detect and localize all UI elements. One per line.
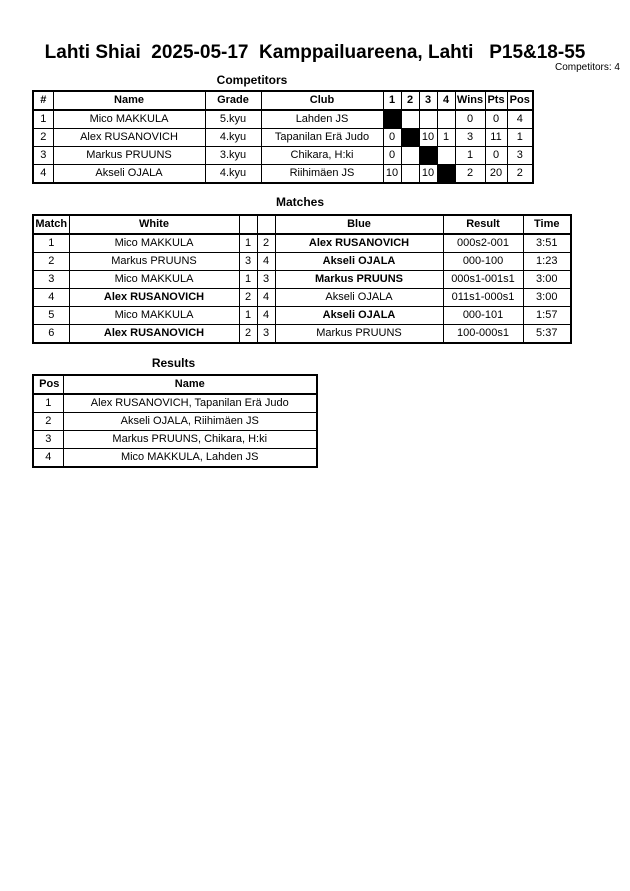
cell-score-2 — [401, 110, 419, 129]
cell-white-num: 2 — [239, 289, 257, 307]
col-header-1: 1 — [383, 91, 401, 110]
cell-blue-num: 4 — [257, 307, 275, 325]
matches-table — [32, 214, 572, 344]
col-header-white-num — [239, 215, 257, 234]
cell-white-num: 1 — [239, 271, 257, 289]
cell-white-name: Mico MAKKULA — [69, 234, 239, 253]
results-section-heading: Results — [151, 356, 196, 370]
cell-blue-name: Akseli OJALA — [275, 307, 443, 325]
cell-pos: 2 — [507, 165, 533, 184]
col-header-result: Result — [443, 215, 523, 234]
cell-name: Alex RUSANOVICH — [53, 129, 205, 147]
cell-pos: 3 — [507, 147, 533, 165]
cell-result: 000-101 — [443, 307, 523, 325]
cell-name: Akseli OJALA, Riihimäen JS — [63, 413, 317, 431]
cell-club: Riihimäen JS — [261, 165, 383, 184]
competitors-section-heading: Competitors — [216, 73, 288, 87]
cell-result: 011s1-000s1 — [443, 289, 523, 307]
cell-wins: 3 — [455, 129, 485, 147]
cell-match-num: 5 — [33, 307, 69, 325]
cell-pos: 2 — [33, 413, 63, 431]
col-header-white: White — [69, 215, 239, 234]
col-header-num: # — [33, 91, 53, 110]
cell-grade: 3.kyu — [205, 147, 261, 165]
cell-club: Tapanilan Erä Judo — [261, 129, 383, 147]
cell-diagonal — [437, 165, 455, 184]
competitors-header-row — [33, 91, 533, 110]
col-header-club: Club — [261, 91, 383, 110]
cell-score-1: 10 — [383, 165, 401, 184]
result-row — [33, 394, 317, 413]
col-header-grade: Grade — [205, 91, 261, 110]
cell-pts: 20 — [485, 165, 507, 184]
competitors-table — [32, 90, 534, 184]
cell-name: Alex RUSANOVICH, Tapanilan Erä Judo — [63, 394, 317, 413]
cell-result: 000s2-001 — [443, 234, 523, 253]
cell-blue-name: Markus PRUUNS — [275, 271, 443, 289]
cell-score-2 — [401, 147, 419, 165]
cell-blue-num: 2 — [257, 234, 275, 253]
cell-num: 2 — [33, 129, 53, 147]
cell-pos: 3 — [33, 431, 63, 449]
col-header-wins: Wins — [455, 91, 485, 110]
cell-white-name: Markus PRUUNS — [69, 253, 239, 271]
col-header-blue-num — [257, 215, 275, 234]
cell-blue-name: Markus PRUUNS — [275, 325, 443, 344]
cell-score-3: 10 — [419, 165, 437, 184]
cell-score-3: 10 — [419, 129, 437, 147]
cell-time: 1:57 — [523, 307, 571, 325]
cell-name: Mico MAKKULA — [53, 110, 205, 129]
match-row — [33, 253, 571, 271]
cell-white-name: Mico MAKKULA — [69, 307, 239, 325]
col-header-4: 4 — [437, 91, 455, 110]
matches-section-heading: Matches — [275, 195, 325, 209]
result-row — [33, 449, 317, 468]
cell-score-1: 0 — [383, 129, 401, 147]
col-header-pos: Pos — [33, 375, 63, 394]
cell-name: Markus PRUUNS — [53, 147, 205, 165]
cell-result: 000s1-001s1 — [443, 271, 523, 289]
cell-blue-num: 3 — [257, 325, 275, 344]
cell-grade: 4.kyu — [205, 129, 261, 147]
col-header-name: Name — [63, 375, 317, 394]
col-header-pts: Pts — [485, 91, 507, 110]
cell-blue-num: 4 — [257, 253, 275, 271]
cell-match-num: 6 — [33, 325, 69, 344]
cell-pos: 1 — [507, 129, 533, 147]
cell-white-name: Mico MAKKULA — [69, 271, 239, 289]
cell-blue-name: Akseli OJALA — [275, 289, 443, 307]
competitor-row — [33, 129, 533, 147]
cell-time: 3:51 — [523, 234, 571, 253]
match-row — [33, 325, 571, 344]
cell-num: 1 — [33, 110, 53, 129]
cell-result: 100-000s1 — [443, 325, 523, 344]
cell-club: Lahden JS — [261, 110, 383, 129]
col-header-name: Name — [53, 91, 205, 110]
cell-num: 3 — [33, 147, 53, 165]
matches-header-row — [33, 215, 571, 234]
result-row — [33, 431, 317, 449]
competitor-row — [33, 147, 533, 165]
cell-white-num: 3 — [239, 253, 257, 271]
cell-match-num: 4 — [33, 289, 69, 307]
cell-blue-num: 4 — [257, 289, 275, 307]
cell-name: Mico MAKKULA, Lahden JS — [63, 449, 317, 468]
cell-score-4 — [437, 147, 455, 165]
cell-score-2 — [401, 165, 419, 184]
cell-pos: 1 — [33, 394, 63, 413]
cell-time: 1:23 — [523, 253, 571, 271]
col-header-pos: Pos — [507, 91, 533, 110]
cell-match-num: 2 — [33, 253, 69, 271]
cell-pos: 4 — [507, 110, 533, 129]
cell-club: Chikara, H:ki — [261, 147, 383, 165]
cell-time: 5:37 — [523, 325, 571, 344]
cell-match-num: 3 — [33, 271, 69, 289]
cell-diagonal — [383, 110, 401, 129]
cell-num: 4 — [33, 165, 53, 184]
match-row — [33, 271, 571, 289]
col-header-3: 3 — [419, 91, 437, 110]
cell-blue-name: Alex RUSANOVICH — [275, 234, 443, 253]
cell-wins: 2 — [455, 165, 485, 184]
result-row — [33, 413, 317, 431]
results-header-row — [33, 375, 317, 394]
cell-blue-name: Akseli OJALA — [275, 253, 443, 271]
cell-result: 000-100 — [443, 253, 523, 271]
page-title: Lahti Shiai 2025-05-17 Kamppailuareena, Lahti P15&18-55 — [44, 42, 586, 63]
cell-grade: 5.kyu — [205, 110, 261, 129]
col-header-time: Time — [523, 215, 571, 234]
cell-blue-num: 3 — [257, 271, 275, 289]
cell-name: Markus PRUUNS, Chikara, H:ki — [63, 431, 317, 449]
cell-score-4: 1 — [437, 129, 455, 147]
cell-score-3 — [419, 110, 437, 129]
match-row — [33, 234, 571, 253]
cell-pts: 0 — [485, 110, 507, 129]
cell-pts: 11 — [485, 129, 507, 147]
cell-score-4 — [437, 110, 455, 129]
results-table — [32, 374, 318, 468]
cell-time: 3:00 — [523, 289, 571, 307]
competitor-row — [33, 165, 533, 184]
cell-score-1: 0 — [383, 147, 401, 165]
cell-name: Akseli OJALA — [53, 165, 205, 184]
cell-pos: 4 — [33, 449, 63, 468]
cell-diagonal — [401, 129, 419, 147]
match-row — [33, 289, 571, 307]
cell-white-name: Alex RUSANOVICH — [69, 289, 239, 307]
cell-white-num: 1 — [239, 234, 257, 253]
cell-time: 3:00 — [523, 271, 571, 289]
cell-match-num: 1 — [33, 234, 69, 253]
cell-white-num: 2 — [239, 325, 257, 344]
col-header-2: 2 — [401, 91, 419, 110]
competitors-count-label: Competitors: 4 — [554, 62, 620, 73]
competitor-row — [33, 110, 533, 129]
cell-grade: 4.kyu — [205, 165, 261, 184]
cell-pts: 0 — [485, 147, 507, 165]
cell-white-num: 1 — [239, 307, 257, 325]
col-header-blue: Blue — [275, 215, 443, 234]
cell-diagonal — [419, 147, 437, 165]
cell-white-name: Alex RUSANOVICH — [69, 325, 239, 344]
cell-wins: 1 — [455, 147, 485, 165]
cell-wins: 0 — [455, 110, 485, 129]
col-header-match: Match — [33, 215, 69, 234]
match-row — [33, 307, 571, 325]
